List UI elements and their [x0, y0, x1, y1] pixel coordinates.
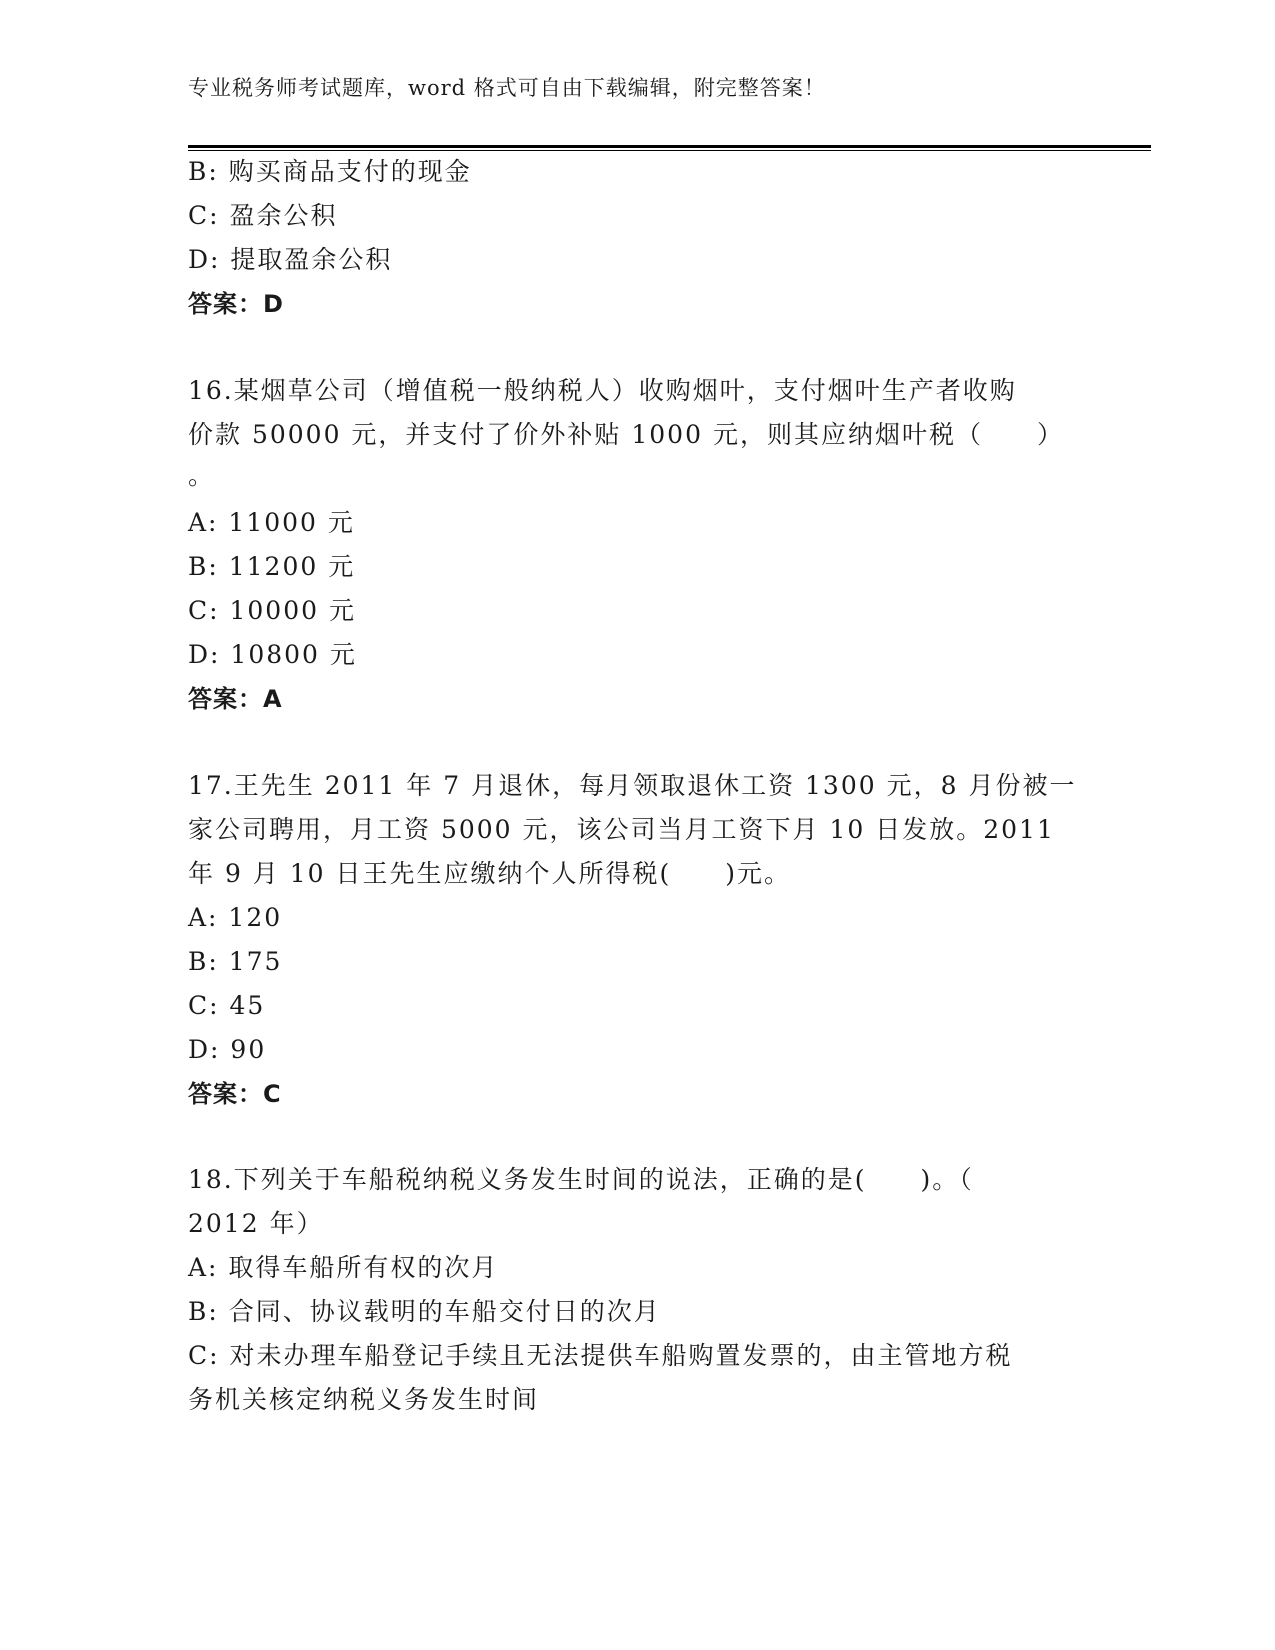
q17-stem-line-2: 家公司聘用，月工资 5000 元，该公司当月工资下月 10 日发放。2011 — [188, 815, 1055, 844]
q16-answer: 答案：A — [188, 685, 283, 713]
q15-option-c: C: 盈余公积 — [188, 201, 338, 230]
q16-option-a: A: 11000 元 — [188, 508, 355, 537]
q16-stem-line-3: 。 — [188, 461, 216, 490]
q17-option-b: B: 175 — [188, 947, 283, 976]
q18-option-b: B: 合同、协议载明的车船交付日的次月 — [188, 1297, 661, 1326]
q18-stem-line-2: 2012 年） — [188, 1209, 324, 1238]
q15-option-b: B: 购买商品支付的现金 — [188, 157, 472, 186]
q16-stem-line-2: 价款 50000 元，并支付了价外补贴 1000 元，则其应纳烟叶税（ ） — [188, 420, 1064, 449]
q17-option-d: D: 90 — [188, 1035, 267, 1064]
q16-option-d: D: 10800 元 — [188, 640, 357, 669]
q17-stem-line-1: 17.王先生 2011 年 7 月退休，每月领取退休工资 1300 元，8 月份被一 — [188, 771, 1077, 800]
q18-option-c-line-2: 务机关核定纳税义务发生时间 — [188, 1385, 540, 1414]
q16-option-c: C: 10000 元 — [188, 596, 356, 625]
q16-option-b: B: 11200 元 — [188, 552, 356, 581]
q17-answer: 答案：C — [188, 1080, 282, 1108]
page-header: 专业税务师考试题库，word 格式可自由下载编辑，附完整答案！ — [188, 76, 826, 100]
header-divider — [188, 145, 1151, 151]
q18-option-c-line-1: C: 对未办理车船登记手续且无法提供车船购置发票的，由主管地方税 — [188, 1341, 1013, 1370]
q17-stem-line-3: 年 9 月 10 日王先生应缴纳个人所得税( )元。 — [188, 859, 792, 888]
q15-option-d: D: 提取盈余公积 — [188, 245, 393, 274]
q18-option-a: A: 取得车船所有权的次月 — [188, 1253, 499, 1282]
q17-option-a: A: 120 — [188, 903, 283, 932]
q15-answer: 答案：D — [188, 290, 284, 318]
q18-stem-line-1: 18.下列关于车船税纳税义务发生时间的说法，正确的是( )。（ — [188, 1165, 974, 1194]
q16-stem-line-1: 16.某烟草公司（增值税一般纳税人）收购烟叶，支付烟叶生产者收购 — [188, 376, 1017, 405]
q17-option-c: C: 45 — [188, 991, 266, 1020]
